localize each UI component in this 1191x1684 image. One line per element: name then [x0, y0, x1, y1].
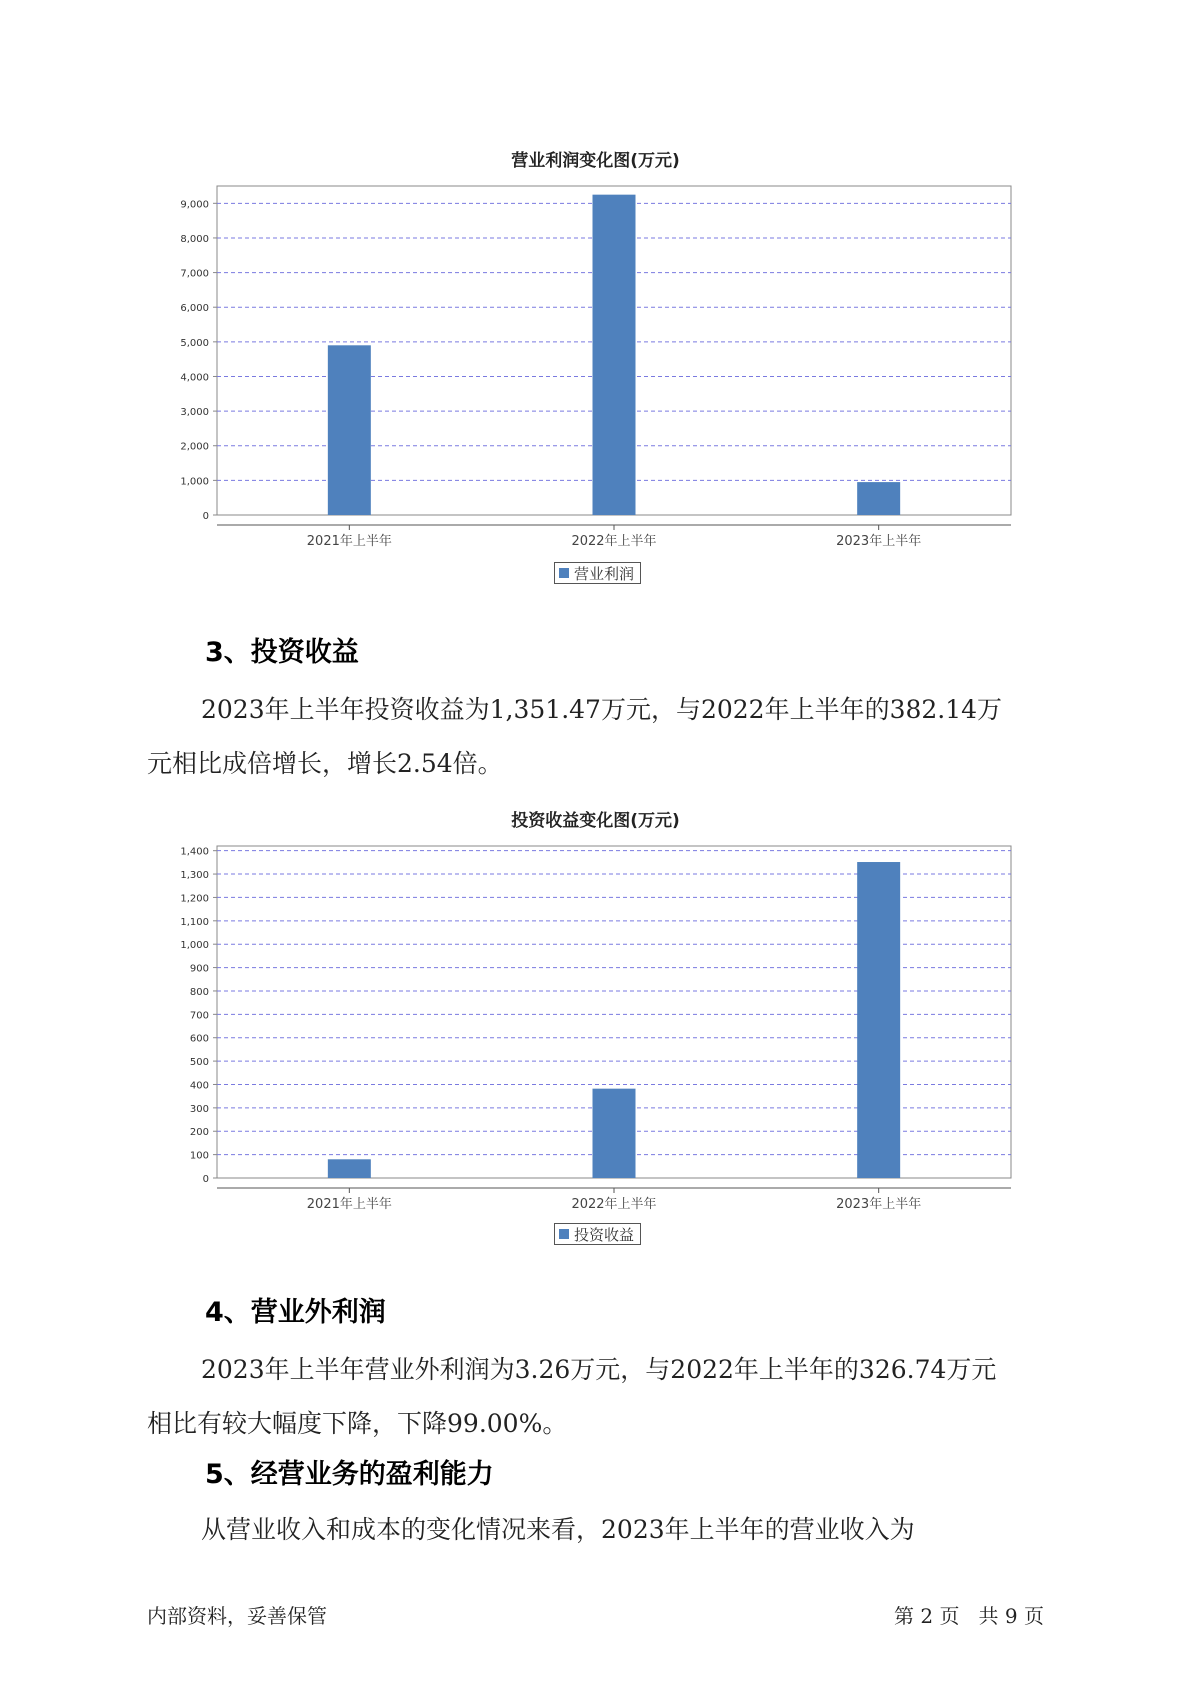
paragraph-non-operating-profit: [147, 1343, 1047, 1451]
paragraph-investment-income: [147, 683, 1047, 791]
x-tick-label: 2022年上半年: [571, 534, 657, 549]
y-tick-label: 500: [189, 1057, 209, 1069]
chart2-legend-label: 投资收益: [574, 1225, 635, 1244]
operating-profit-chart: [0, 180, 1191, 600]
y-tick-label: 4,000: [180, 372, 209, 384]
y-tick-label: 900: [189, 963, 209, 975]
y-tick-label: 0: [202, 511, 209, 522]
footer-page-number: 第 2 页 共 9 页: [894, 1604, 1044, 1628]
y-tick-label: 1,200: [180, 893, 209, 905]
bar: [593, 195, 636, 515]
y-tick-label: 1,000: [180, 940, 209, 952]
y-tick-label: 400: [189, 1080, 209, 1092]
footer-confidential-note: 内部资料，妥善保管: [147, 1604, 327, 1628]
y-tick-label: 100: [189, 1150, 209, 1162]
x-tick-label: 2023年上半年: [836, 1197, 922, 1212]
x-tick-label: 2023年上半年: [836, 534, 922, 549]
y-tick-label: 1,300: [180, 870, 209, 882]
bar: [857, 862, 900, 1178]
heading-investment-income: 3、投资收益: [205, 637, 359, 668]
legend-swatch-icon: [559, 1229, 569, 1239]
y-tick-label: 0: [202, 1174, 209, 1185]
y-tick-label: 3,000: [180, 407, 209, 419]
y-tick-label: 1,100: [180, 916, 209, 928]
chart1-legend-label: 营业利润: [574, 564, 635, 583]
y-tick-label: 8,000: [180, 233, 209, 245]
y-tick-label: 700: [189, 1010, 209, 1022]
y-tick-label: 1,400: [180, 846, 209, 858]
chart1-title: 营业利润变化图(万元): [511, 151, 680, 171]
x-tick-label: 2021年上半年: [306, 534, 392, 549]
chart1-legend: [554, 562, 641, 584]
paragraph-line: 从营业收入和成本的变化情况来看，2023年上半年的营业收入为: [201, 1515, 915, 1544]
y-tick-label: 7,000: [180, 268, 209, 280]
paragraph-profitability: [147, 1503, 1047, 1557]
x-tick-label: 2022年上半年: [571, 1197, 657, 1212]
x-tick-label: 2021年上半年: [306, 1197, 392, 1212]
paragraph-line: 相比有较大幅度下降，下降99.00%。: [147, 1409, 568, 1438]
paragraph-line: 2023年上半年投资收益为1,351.47万元，与2022年上半年的382.14万: [201, 695, 1003, 724]
y-tick-label: 9,000: [180, 199, 209, 211]
y-tick-label: 600: [189, 1033, 209, 1045]
bar: [593, 1089, 636, 1178]
paragraph-line: 元相比成倍增长，增长2.54倍。: [147, 749, 503, 778]
y-tick-label: 800: [189, 986, 209, 998]
y-tick-label: 2,000: [180, 441, 209, 453]
legend-swatch-icon: [559, 568, 569, 578]
y-tick-label: 6,000: [180, 303, 209, 315]
investment-income-chart: [0, 840, 1191, 1240]
heading-profitability: 5、经营业务的盈利能力: [205, 1459, 494, 1490]
paragraph-line: 2023年上半年营业外利润为3.26万元，与2022年上半年的326.74万元: [201, 1355, 997, 1384]
chart2-title: 投资收益变化图(万元): [511, 811, 680, 831]
y-tick-label: 1,000: [180, 476, 209, 488]
y-tick-label: 200: [189, 1127, 209, 1139]
y-tick-label: 300: [189, 1103, 209, 1115]
bar: [328, 1159, 371, 1178]
bar: [857, 482, 900, 515]
heading-non-operating-profit: 4、营业外利润: [205, 1297, 386, 1328]
bar: [328, 345, 371, 515]
y-tick-label: 5,000: [180, 337, 209, 349]
chart2-legend: [554, 1223, 641, 1245]
